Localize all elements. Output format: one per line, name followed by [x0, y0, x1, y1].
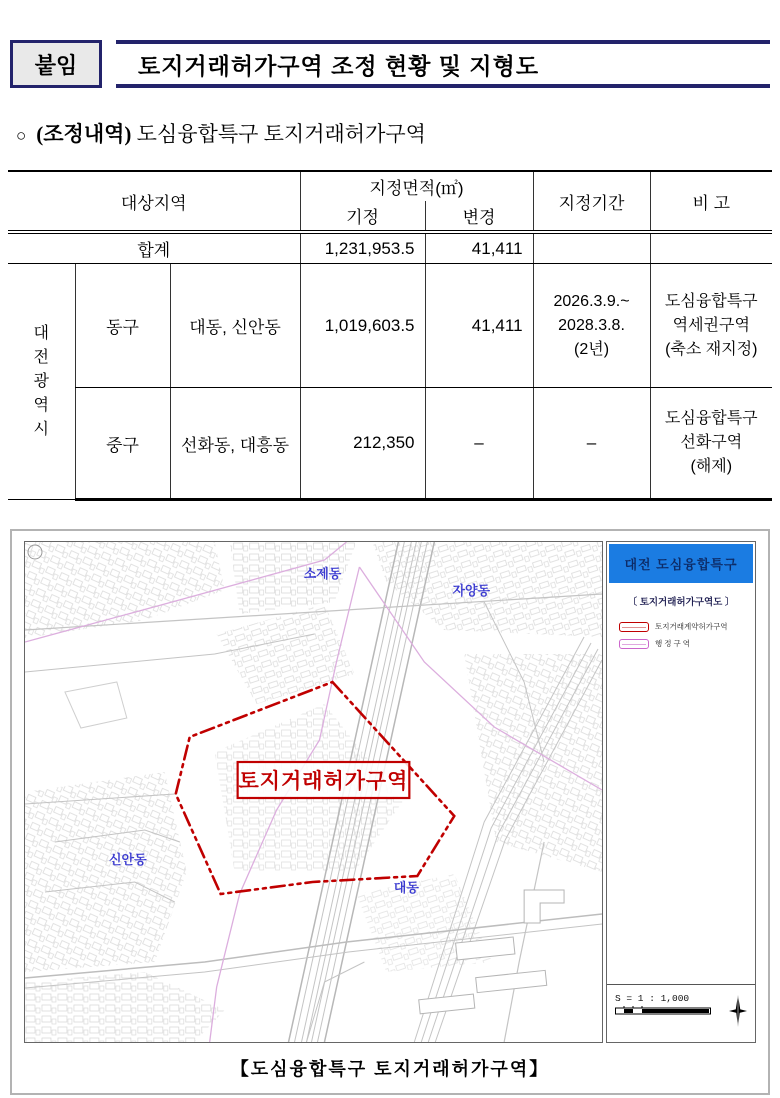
period-cell [533, 264, 650, 388]
total-note [650, 232, 772, 264]
col-header-existing: 기정 [300, 201, 425, 232]
panel-subtitle: 〔 토지거래허가구역도 〕 [627, 597, 735, 608]
legend-swatch-pink [619, 639, 649, 649]
city-char: 대 [33, 324, 49, 342]
figure-caption: 【도심융합특구 토지거래허가구역】 [230, 1059, 550, 1079]
city-char: 시 [33, 420, 49, 438]
note-line: (해제) [690, 458, 733, 475]
note-line: 도심융합특구 [664, 292, 758, 310]
zone-label: 토지거래허가구역 [238, 769, 409, 794]
legend-item-admin-district [619, 638, 755, 649]
col-header-changed: 변경 [425, 201, 533, 232]
legend-label: 행정구역 [655, 639, 692, 648]
note-line: (축소 재지정) [665, 340, 758, 358]
note-cell [650, 388, 772, 500]
existing-area-cell: 212,350 [300, 388, 425, 500]
district-label-sojedong: 소제동 [303, 565, 342, 582]
page-title: 토지거래허가구역 조정 현황 및 지형도 [116, 40, 770, 88]
scale-box [607, 984, 755, 1042]
district-label-sinandong: 신안동 [109, 851, 147, 868]
city-char: 광 [33, 372, 49, 390]
gu-cell: 중구 [75, 388, 170, 500]
topography-map [24, 541, 603, 1043]
city-char: 역 [33, 396, 49, 414]
map-svg [25, 542, 602, 1042]
changed-area-cell: 41,411 [425, 264, 533, 388]
legend-item-permission-zone [619, 621, 755, 632]
existing-area-cell: 1,019,603.5 [300, 264, 425, 388]
section-subtitle [16, 118, 780, 148]
north-arrow-icon [727, 993, 749, 1029]
period-line: 2026.3.9.~ [553, 292, 630, 310]
period-cell: – [533, 388, 650, 500]
col-header-period: 지정기간 [533, 171, 650, 232]
subtitle-text: 도심융합특구 토지거래허가구역 [131, 122, 426, 146]
period-line: (2년) [574, 340, 610, 358]
dong-cell: 선화동, 대흥동 [170, 388, 300, 500]
note-line: 도심융합특구 [664, 410, 758, 427]
total-period [533, 232, 650, 264]
table-row-donggu [8, 264, 772, 388]
city-cell [8, 264, 75, 500]
legend-swatch-red [619, 622, 649, 632]
scale-bar [615, 1004, 715, 1018]
note-line: 역세권구역 [672, 316, 750, 334]
legend-label: 토지거래계약허가구역 [655, 622, 728, 631]
period-line: 2028.3.8. [558, 316, 625, 334]
map-figure [10, 529, 770, 1095]
note-cell [650, 264, 772, 388]
total-existing: 1,231,953.5 [300, 232, 425, 264]
note-line: 선화구역 [680, 434, 743, 451]
col-header-area: 대상지역 [8, 171, 300, 232]
total-changed: 41,411 [425, 232, 533, 264]
header [10, 40, 770, 88]
map-info-panel [606, 541, 756, 1043]
attachment-badge: 붙임 [10, 40, 102, 88]
dong-cell: 대동, 신안동 [170, 264, 300, 388]
total-label: 합계 [8, 232, 300, 264]
col-header-note: 비 고 [650, 171, 772, 232]
city-char: 전 [33, 348, 49, 366]
district-label-jayangdong: 자양동 [452, 582, 491, 599]
panel-title: 대전 도심융합특구 [609, 544, 753, 583]
gu-cell: 동구 [75, 264, 170, 388]
district-label-daedong: 대동 [393, 879, 419, 896]
subtitle-emphasis: (조정내역) [36, 122, 132, 146]
bullet-icon: ○ [16, 126, 27, 145]
table-row-total [8, 232, 772, 264]
col-header-area-group: 지정면적(㎡) [300, 171, 533, 201]
scale-label: S = 1 : 1,000 [615, 993, 690, 1004]
changed-area-cell: – [425, 388, 533, 500]
adjustment-table [8, 170, 772, 501]
table-row-junggu [8, 388, 772, 500]
